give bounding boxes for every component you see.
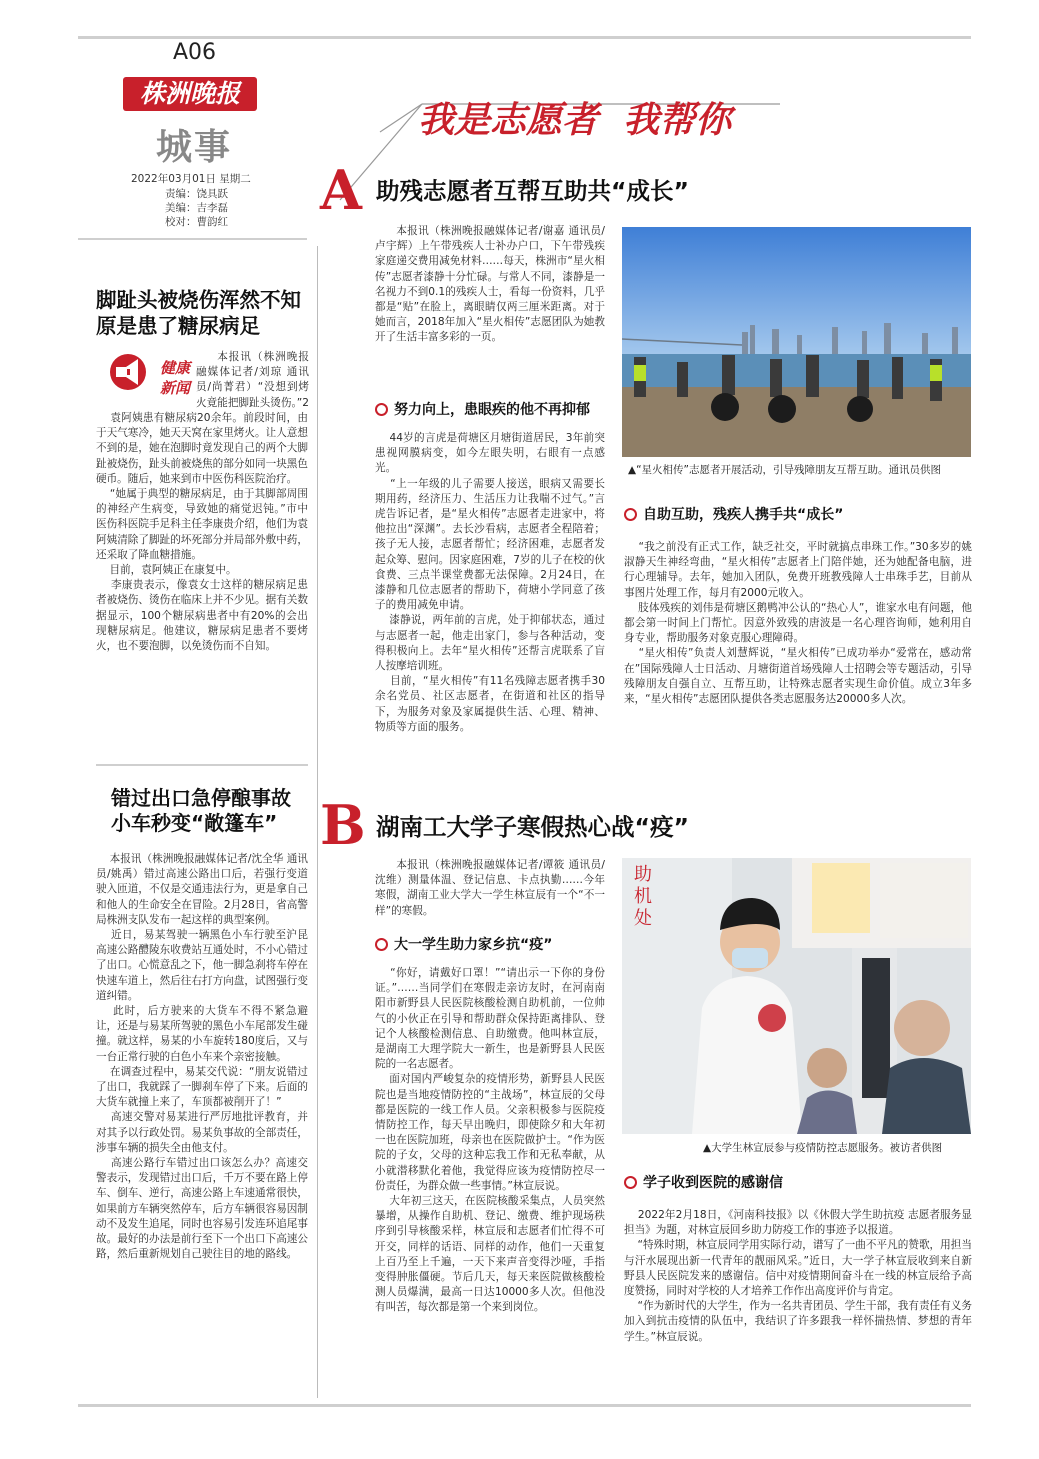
story-a-sub2-text: 自助互助，残疾人携手共“成长” [643,507,844,523]
bullet-icon [375,403,388,416]
story-a-sub1-text: 努力向上，患眼疾的他不再抑郁 [394,402,590,418]
designer-credit: 美编：吉李磊 [165,202,228,214]
story-b-title: 湖南工大学子寒假热心战“疫” [376,813,689,841]
story-a-sub1 [375,399,590,419]
story-a-title: 助残志愿者互帮互助共“成长” [376,177,689,205]
left-story1-body: 袁阿姨患有糖尿病20余年。前段时间，由于天气寒冷，她天天窝在家里烤火。让人意想不到的是，她在泡脚时竟发现自己的两个大脚趾被烧伤，趾头前被烧焦的部分如同一块黑色硬币。随后，她来到市中医伤科医院治疗。 “她属于典型的糖尿病足，由于其脚部周围的神经产生病变，导致她的痛觉迟钝。”市中医伤科医院手足科主任李康贵介绍，他们为袁阿姨清除了脚趾的坏死部分并局部外敷中药，还采取了降血糖措施。 目前，袁阿姨正在康复中。 李康贵表示，像袁女士这样的糖尿病足患者被烧伤、烫伤在临床上并不少见。据有关数据显示，100个糖尿病患者中有20%的会出现糖尿病足。他建议，糖尿病足患者不要烤火，也不要泡脚，以免烫伤而不自知。 [96,412,308,653]
story-a-lead: 本报讯（株洲晚报融媒体记者/谢嘉 通讯员/卢宇辉）上午带残疾人士补办户口，下午带残疾家庭递交费用减免材料……每天，株洲市“星火相传”志愿者漆静十分忙碌。与常人不同，漆静是一名视力不到0.1的残疾人士，看每一份资料，几乎都是“贴”在脸上，离眼睛仅两三厘米距离。对于她而言，2018年加入“星火相传”志愿团队为她教开了生活丰富多彩的一页。 [375,225,605,344]
top-rule [78,36,971,39]
left-story2-title-line1: 错过出口急停酿事故 [111,786,291,810]
page-number: A06 [173,40,217,65]
left-story2-body: 本报讯（株洲晚报融媒体记者/沈全华 通讯员/姚禹）错过高速公路出口后，若强行变道驶入匝道，不仅是交通违法行为，更是拿自己和他人的生命安全在冒险。2月28日，省高警局株洲支队发布一起这样的典型案例。 近日，易某驾驶一辆黑色小车行驶至沪昆高速公路醴陵东收费站互通处时，不小心错过了出口。心慌意乱之下，他一脚急刹将车停在快速车道上，然后往右打方向盘，试图强行变道纠错。 此时，后方驶来的大货车不得不紧急避让，还是与易某所驾驶的黑色小车尾部发生碰撞。就这样，易某的小车旋转180度后，又与一台正常行驶的白色小车来个亲密接触。 在调查过程中，易某交代说：“朋友说错过了出口，我就踩了一脚刹车停了下来。后面的大货车就撞上来了，车顶都被削开了！” 高速交警对易某进行严厉地批评教育，并对其予以行政处罚。易某负事故的全部责任，涉事车辆的损失全由他支付。 高速公路行车错过出口该怎么办？高速交警表示，发现错过出口后，千万不要在路上停车、倒车、逆行，高速公路上车速通常很快，如果前方车辆突然停车，后方车辆很容易因制动不及发生追尾，同时也容易引发连环追尾事故。最好的办法是前行至下一个出口下高速公路，然后重新规划自己驶往目的地的路线。 [96,853,308,1261]
left-story1-title-line2: 原是患了糖尿病足 [96,314,260,338]
story-b-sub2-body: 2022年2月18日，《河南科技报》以《休假大学生助抗疫 志愿者服务显担当》为题，对林宣辰回乡助力防疫工作的事迹予以报道。 “特殊时期，林宣辰同学用实际行动，谱写了一曲不平凡的赞歌，用担当与汗水展现出新一代青年的靓丽风采。”近日，大一学子林宣辰收到来自新野县人民医院发来的感谢信。信中对疫情期间奋斗在一线的林宣辰给予高度赞扬，同时对学校的人才培养工作作出高度评价与肯定。 “作为新时代的大学生，作为一名共青团员、学生干部，我有责任有义务加入到抗击疫情的队伍中，我结识了许多跟我一样怀揣热情、梦想的青年学生。”林宣辰说。 [624,1209,972,1343]
story-a-sub2-body: “我之前没有正式工作，缺乏社交，平时就搞点串珠工作。”30多岁的姚淑静天生神经弯曲，“星火相传”志愿者上门陪伴她，还为她配备电脑，进行心理辅导。去年，她加入团队，免费开班教残障人士串珠手艺，目前从事图片处理工作，每月有2000元收入。 肢体残疾的刘伟是荷塘区鹅鸭冲公认的“热心人”，谁家水电有问题，他都会第一时间上门帮忙。因意外致残的唐波是一名心理咨询师，她利用自身专业，帮助服务对象克服心理障碍。 “星火相传”负责人刘慧辉说，“星火相传”已成功举办“爱常在，感动常在”国际残障人士日活动、月塘街道首场残障人士招聘会等专题活动，引导残障朋友自强自立、互帮互助，让特殊志愿者实现生命价值。成立3年多来，“星火相传”志愿团队提供各类志愿服务达20000多人次。 [624,541,972,706]
banner-title: 我是志愿者 我帮你 [418,100,732,141]
badge-line2: 新闻 [160,379,191,397]
story-b-photo-caption: ▲大学生林宣辰参与疫情防控志愿服务。被访者供图 [703,1142,943,1154]
story-b-lead: 本报讯（株洲晚报融媒体记者/谭筱 通讯员/沈维）测量体温、登记信息、卡点执勤……今年寒假，湖南工业大学大一学生林宣辰有一个“不一样”的寒假。 [375,859,605,917]
editor-credit: 责编：饶具跃 [165,188,228,200]
story-b-sub1-body: “你好，请戴好口罩！”“请出示一下你的身份证。”……当同学们在寒假走亲访友时，在河南南阳市新野县人民医院核酸检测自助机前，一位帅气的小伙正在引导和帮助群众保持距离排队、登记个人核酸检测信息、自助缴费。他叫林宣辰，是湖南工大理学院大一新生，也是新野县人民医院的一名志愿者。 面对国内严峻复杂的疫情形势，新野县人民医院也是当地疫情防控的“主战场”，林宣辰的父母都是医院的一线工作人员。父亲积极参与医院疫情防控工作，每天早出晚归，即使除夕和大年初一也在医院加班，母亲也在医院做护士。“作为医院的子女，父母的这种忘我工作和无私奉献，从小就潜移默化着他，我觉得应该为疫情防控尽一份责任，为群众做一些事情。”林宣辰说。 大年初三这天，在医院核酸采集点，人员突然暴增，从操作自助机、登记、缴费、维护现场秩序到引导核酸采样，林宣辰和志愿者们忙得不可开交，同样的话语、同样的动作，他们一天重复上百乃至上千遍，一天下来声音变得沙哑，手指变得肿胀僵硬。节后几天，每天来医院做核酸检测人员爆满，最高一日达10000多人次。但他没有叫苦，每次都是第一个来到岗位。 [375,967,605,1314]
bullet-icon [624,1176,637,1189]
story-b-sub1-text: 大一学生助力家乡抗“疫” [394,937,553,953]
story-b-sub1 [375,934,552,954]
masthead-title: 株洲晚报 [139,79,240,108]
story-b-sub2 [624,1172,783,1192]
story-a-sub2 [624,504,843,524]
story-a-photo-caption: ▲“星火相传”志愿者开展活动，引导残障朋友互帮互助。通讯员供图 [628,464,941,476]
megaphone-icon [108,352,160,392]
left-divider [96,764,308,766]
section-name: 城事 [156,127,233,168]
left-story1-lead: 本报讯（株洲晚报融媒体记者/刘琼 通讯员/尚菁君）“没想到烤火竟能把脚趾头烫伤。”2 [196,351,309,409]
story-a-photo [622,227,971,457]
story-a-sub1-body: 44岁的言虎是荷塘区月塘街道居民，3年前突患视网膜病变，如今左眼失明，右眼有一点感光。 “上一年级的儿子需要人接送，眼病又需要长期用药，经济压力、生活压力让我喘不过气。”言虎告诉记者，是“星火相传”志愿者走进家中，将他拉出“深渊”。去长沙看病，志愿者全程陪着；孩子无人接，志愿者帮忙；经济困难，志愿者发起众筹、慰问。因家庭困难，7岁的儿子在校的伙食费、三点半课堂费都无法保障。2月24日，在漆静和几位志愿者的帮助下，荷塘小学同意了孩子的费用减免申请。 漆静说，两年前的言虎，处于抑郁状态，通过与志愿者一起，他走出家门，参与各种活动，变得积极向上。去年“星火相传”还帮言虎联系了盲人按摩培训班。 目前，“星火相传”有11名残障志愿者携手30余名党员、社区志愿者，在街道和社区的指导下，为服务对象及家属提供生活、心理、精神、物质等方面的服务。 [375,432,605,733]
date-line: 2022年03月01日 星期二 [131,173,251,185]
story-a-letter: A [320,158,362,222]
bottom-rule [78,1404,971,1407]
left-story1-title-line1: 脚趾头被烧伤浑然不知 [96,288,301,312]
photo-b-sign: 助机处 [634,864,652,929]
bullet-icon [375,938,388,951]
story-b-photo [622,858,971,1134]
left-story2-title-line2: 小车秒变“敞篷车” [111,811,278,835]
bullet-icon [624,508,637,521]
story-b-sub2-text: 学子收到医院的感谢信 [643,1175,783,1191]
column-rule [317,246,318,1398]
masthead-rule [78,238,307,240]
badge-line1: 健康 [160,359,191,377]
proofreader-credit: 校对：曹韵红 [165,216,228,228]
story-b-letter: B [320,793,366,857]
